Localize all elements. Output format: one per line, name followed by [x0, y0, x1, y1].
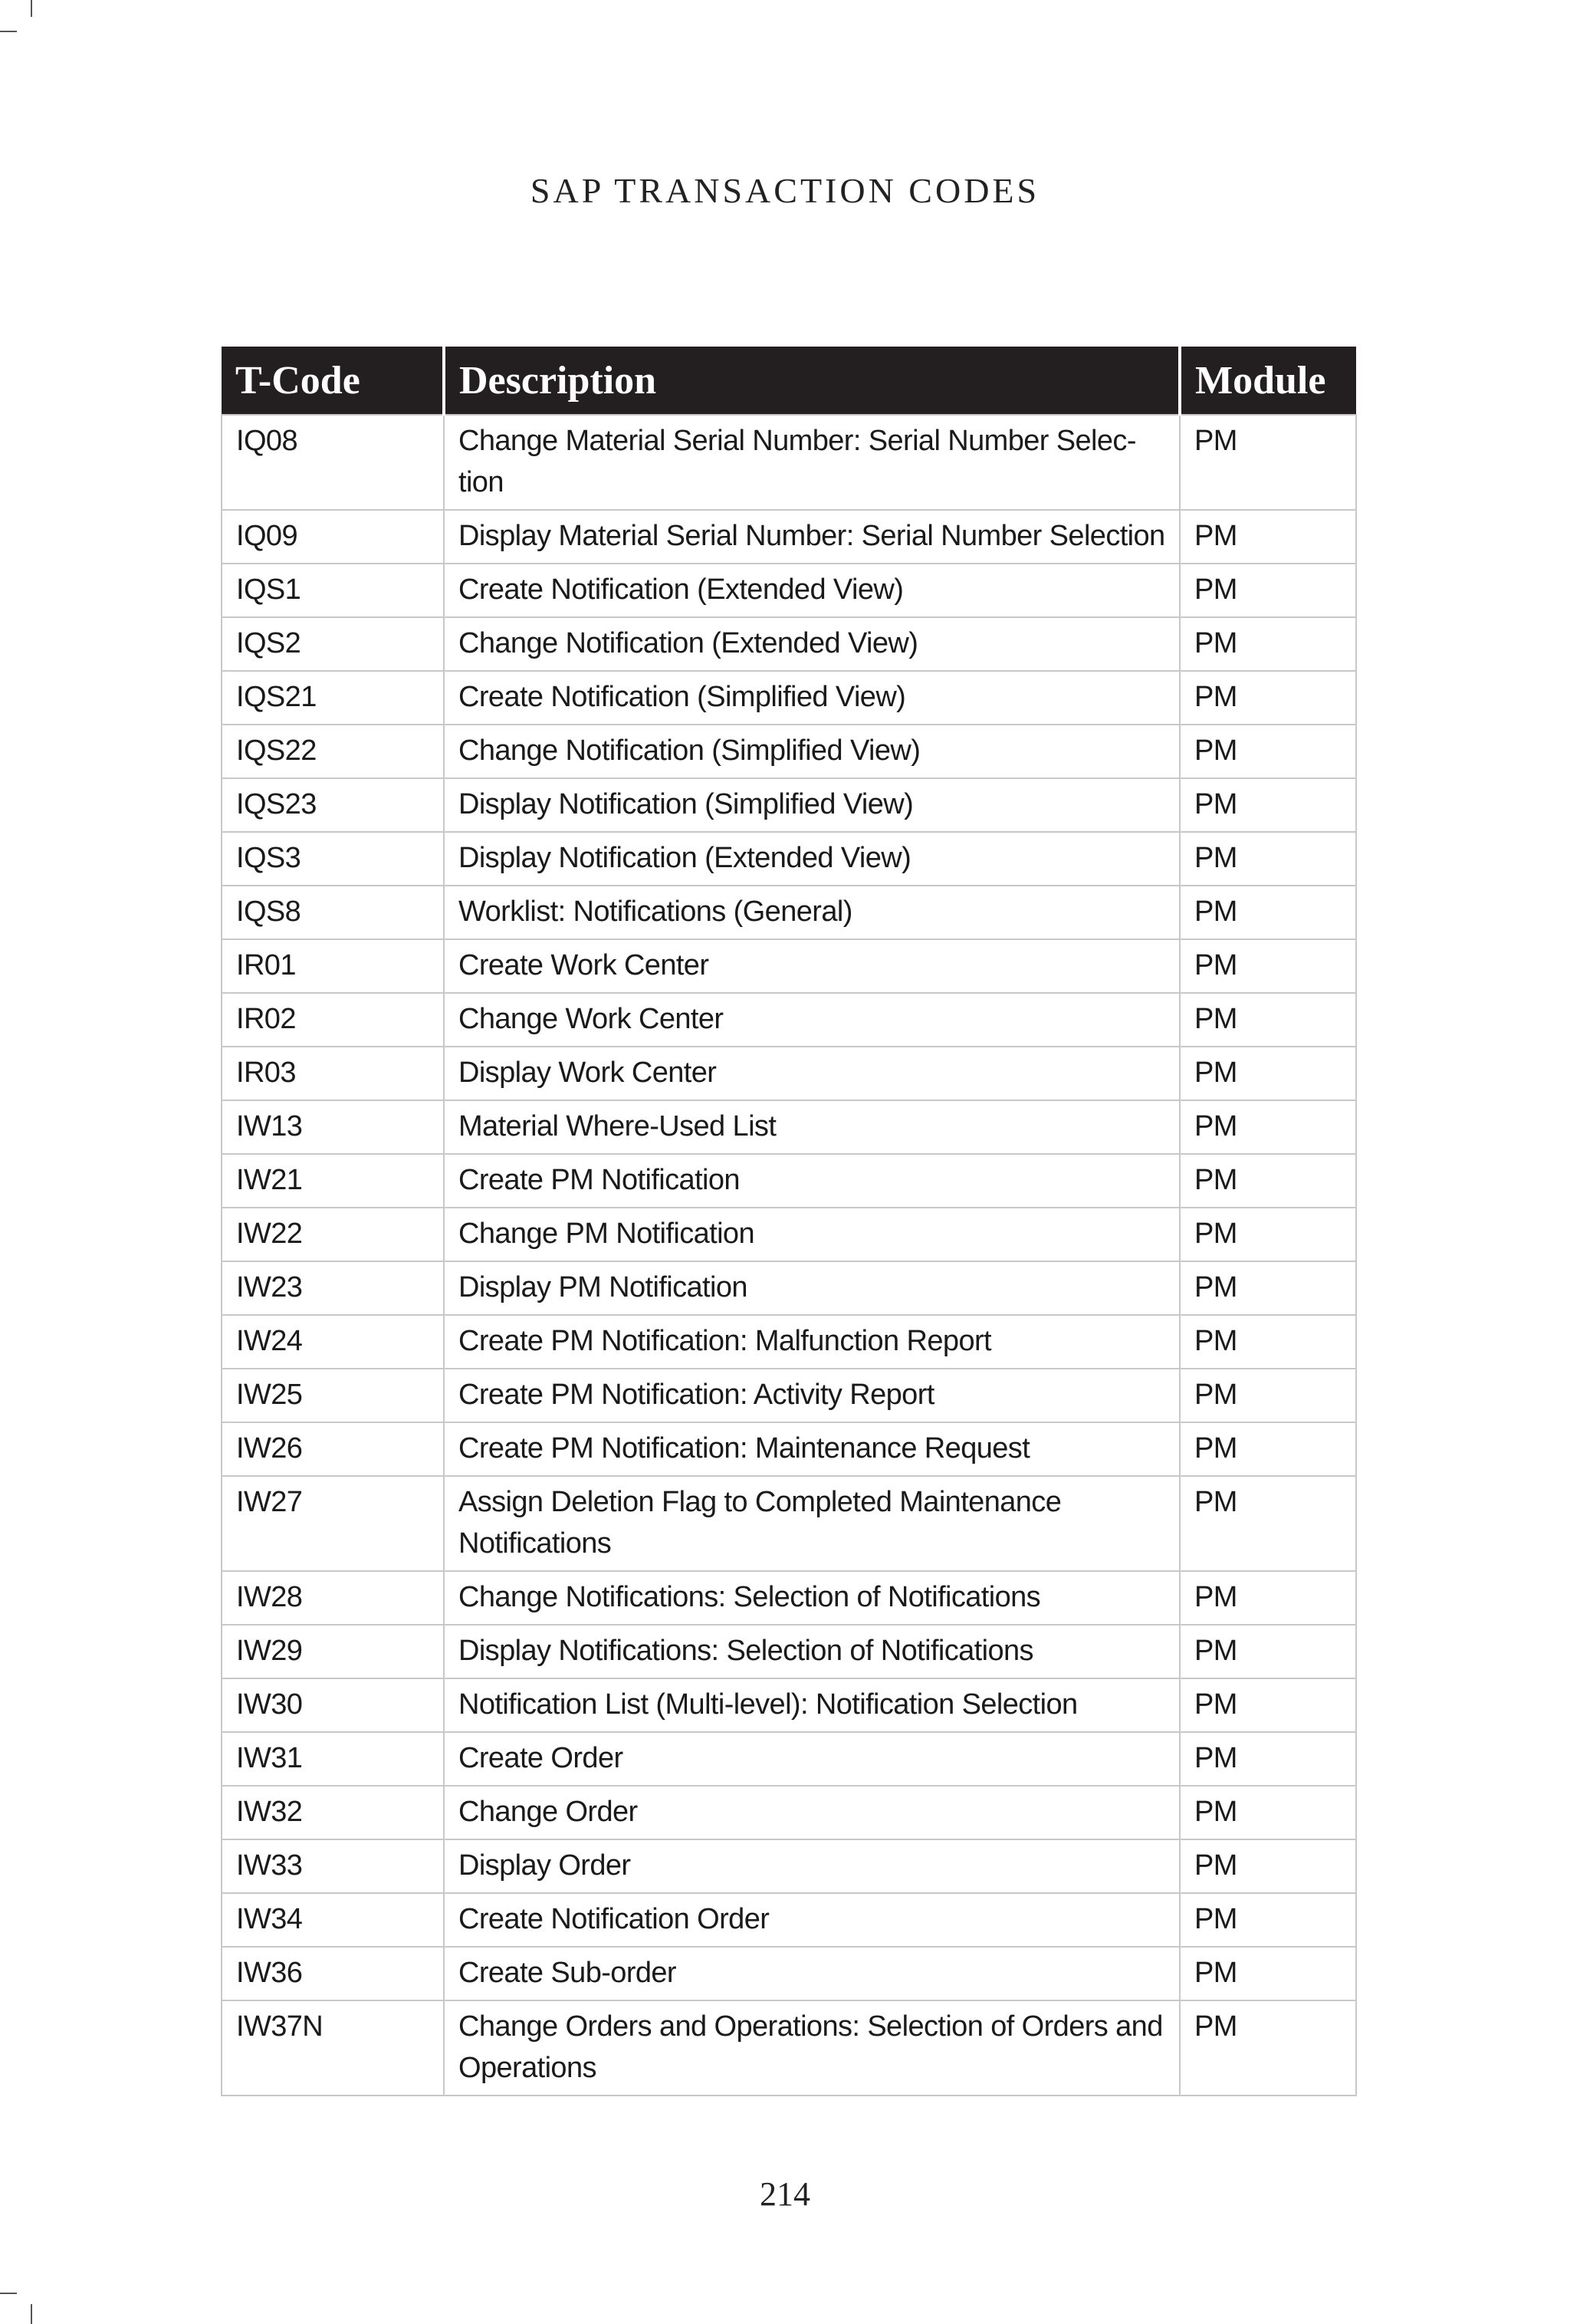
module-cell: PM [1180, 1893, 1356, 1947]
description-cell: Assign Deletion Flag to Completed Maintenance Notifications [444, 1476, 1180, 1571]
module-cell: PM [1180, 1315, 1356, 1369]
table-row [222, 1476, 1356, 1571]
module-cell: PM [1180, 415, 1356, 510]
tcode-cell: IW28 [222, 1571, 444, 1625]
description-cell: Change Notification (Extended View) [444, 617, 1180, 671]
description-cell: Change Notifications: Selection of Notifications [444, 1571, 1180, 1625]
table-row [222, 617, 1356, 671]
tcode-cell: IW36 [222, 1947, 444, 2000]
description-cell: Display Notification (Extended View) [444, 832, 1180, 886]
module-cell: PM [1180, 778, 1356, 832]
tcode-cell: IW32 [222, 1786, 444, 1839]
description-cell: Material Where-Used List [444, 1100, 1180, 1154]
table-row [222, 1047, 1356, 1100]
table-row [222, 886, 1356, 939]
module-cell: PM [1180, 725, 1356, 778]
module-cell: PM [1180, 1476, 1356, 1571]
table-row [222, 510, 1356, 564]
module-cell: PM [1180, 993, 1356, 1047]
description-cell: Display PM Notification [444, 1261, 1180, 1315]
tcode-cell: IW37N [222, 2000, 444, 2096]
description-cell: Change Notification (Simplified View) [444, 725, 1180, 778]
table-row [222, 1315, 1356, 1369]
module-cell: PM [1180, 1261, 1356, 1315]
module-cell: PM [1180, 1208, 1356, 1261]
description-cell: Change Material Serial Number: Serial Number Selec-tion [444, 415, 1180, 510]
module-cell: PM [1180, 617, 1356, 671]
table-row [222, 564, 1356, 617]
table-row [222, 1732, 1356, 1786]
tcode-cell: IW24 [222, 1315, 444, 1369]
description-cell: Create PM Notification [444, 1154, 1180, 1208]
description-cell: Create Sub-order [444, 1947, 1180, 2000]
description-cell: Display Notification (Simplified View) [444, 778, 1180, 832]
module-cell: PM [1180, 886, 1356, 939]
table-row [222, 671, 1356, 725]
tcode-cell: IW31 [222, 1732, 444, 1786]
column-header-module: Module [1180, 347, 1356, 415]
tcode-cell: IW21 [222, 1154, 444, 1208]
module-cell: PM [1180, 564, 1356, 617]
header-row [222, 347, 1356, 415]
description-cell: Display Material Serial Number: Serial Number Selection [444, 510, 1180, 564]
description-cell: Create Notification (Extended View) [444, 564, 1180, 617]
tcode-cell: IW22 [222, 1208, 444, 1261]
tcode-cell: IQS8 [222, 886, 444, 939]
table-row [222, 939, 1356, 993]
crop-mark [0, 31, 17, 32]
description-cell: Notification List (Multi-level): Notification Selection [444, 1678, 1180, 1732]
description-cell: Create PM Notification: Maintenance Request [444, 1422, 1180, 1476]
table-body [222, 415, 1356, 2096]
column-header-tcode: T-Code [222, 347, 444, 415]
module-cell: PM [1180, 1678, 1356, 1732]
crop-mark [0, 2293, 17, 2294]
tcode-cell: IW26 [222, 1422, 444, 1476]
description-cell: Display Work Center [444, 1047, 1180, 1100]
description-cell: Create Order [444, 1732, 1180, 1786]
table-row [222, 725, 1356, 778]
module-cell: PM [1180, 1422, 1356, 1476]
tcode-cell: IW27 [222, 1476, 444, 1571]
description-cell: Change Orders and Operations: Selection of Orders and Operations [444, 2000, 1180, 2096]
module-cell: PM [1180, 832, 1356, 886]
description-cell: Create PM Notification: Malfunction Report [444, 1315, 1180, 1369]
table-header [222, 347, 1356, 415]
tcode-cell: IR03 [222, 1047, 444, 1100]
table-row [222, 1786, 1356, 1839]
table-row [222, 778, 1356, 832]
table-row [222, 1208, 1356, 1261]
description-cell: Display Notifications: Selection of Notifications [444, 1625, 1180, 1678]
tcode-cell: IQS23 [222, 778, 444, 832]
tcode-cell: IQS1 [222, 564, 444, 617]
description-cell: Change PM Notification [444, 1208, 1180, 1261]
tcode-cell: IR01 [222, 939, 444, 993]
tcode-cell: IQS3 [222, 832, 444, 886]
table-row [222, 1422, 1356, 1476]
description-cell: Create Work Center [444, 939, 1180, 993]
table-row [222, 832, 1356, 886]
tcode-cell: IQS22 [222, 725, 444, 778]
table-row [222, 1678, 1356, 1732]
module-cell: PM [1180, 1732, 1356, 1786]
description-cell: Worklist: Notifications (General) [444, 886, 1180, 939]
table-row [222, 1625, 1356, 1678]
table-row [222, 1893, 1356, 1947]
tcode-cell: IW30 [222, 1678, 444, 1732]
tcode-cell: IQ08 [222, 415, 444, 510]
table-row [222, 1571, 1356, 1625]
module-cell: PM [1180, 1625, 1356, 1678]
column-header-description: Description [444, 347, 1180, 415]
module-cell: PM [1180, 2000, 1356, 2096]
table-row [222, 2000, 1356, 2096]
table-row [222, 993, 1356, 1047]
module-cell: PM [1180, 1369, 1356, 1422]
crop-mark [31, 2304, 32, 2324]
table-row [222, 415, 1356, 510]
table-row [222, 1100, 1356, 1154]
tcode-cell: IW33 [222, 1839, 444, 1893]
tcode-cell: IW29 [222, 1625, 444, 1678]
description-cell: Create Notification Order [444, 1893, 1180, 1947]
module-cell: PM [1180, 1571, 1356, 1625]
table-row [222, 1839, 1356, 1893]
module-cell: PM [1180, 1786, 1356, 1839]
table-row [222, 1261, 1356, 1315]
table-row [222, 1369, 1356, 1422]
tcode-cell: IR02 [222, 993, 444, 1047]
table-row [222, 1947, 1356, 2000]
module-cell: PM [1180, 939, 1356, 993]
module-cell: PM [1180, 671, 1356, 725]
tcode-cell: IQS21 [222, 671, 444, 725]
crop-mark [31, 0, 32, 17]
tcode-cell: IW34 [222, 1893, 444, 1947]
module-cell: PM [1180, 1154, 1356, 1208]
tcode-cell: IQS2 [222, 617, 444, 671]
page-number: 214 [760, 2175, 810, 2213]
description-cell: Display Order [444, 1839, 1180, 1893]
module-cell: PM [1180, 1839, 1356, 1893]
description-cell: Change Work Center [444, 993, 1180, 1047]
page-header: SAP TRANSACTION CODES [530, 171, 1040, 210]
module-cell: PM [1180, 510, 1356, 564]
module-cell: PM [1180, 1947, 1356, 2000]
description-cell: Create Notification (Simplified View) [444, 671, 1180, 725]
tcode-cell: IQ09 [222, 510, 444, 564]
tcode-cell: IW13 [222, 1100, 444, 1154]
module-cell: PM [1180, 1047, 1356, 1100]
table-row [222, 1154, 1356, 1208]
description-cell: Create PM Notification: Activity Report [444, 1369, 1180, 1422]
description-cell: Change Order [444, 1786, 1180, 1839]
tcode-table [221, 347, 1357, 2096]
module-cell: PM [1180, 1100, 1356, 1154]
tcode-cell: IW25 [222, 1369, 444, 1422]
tcode-cell: IW23 [222, 1261, 444, 1315]
